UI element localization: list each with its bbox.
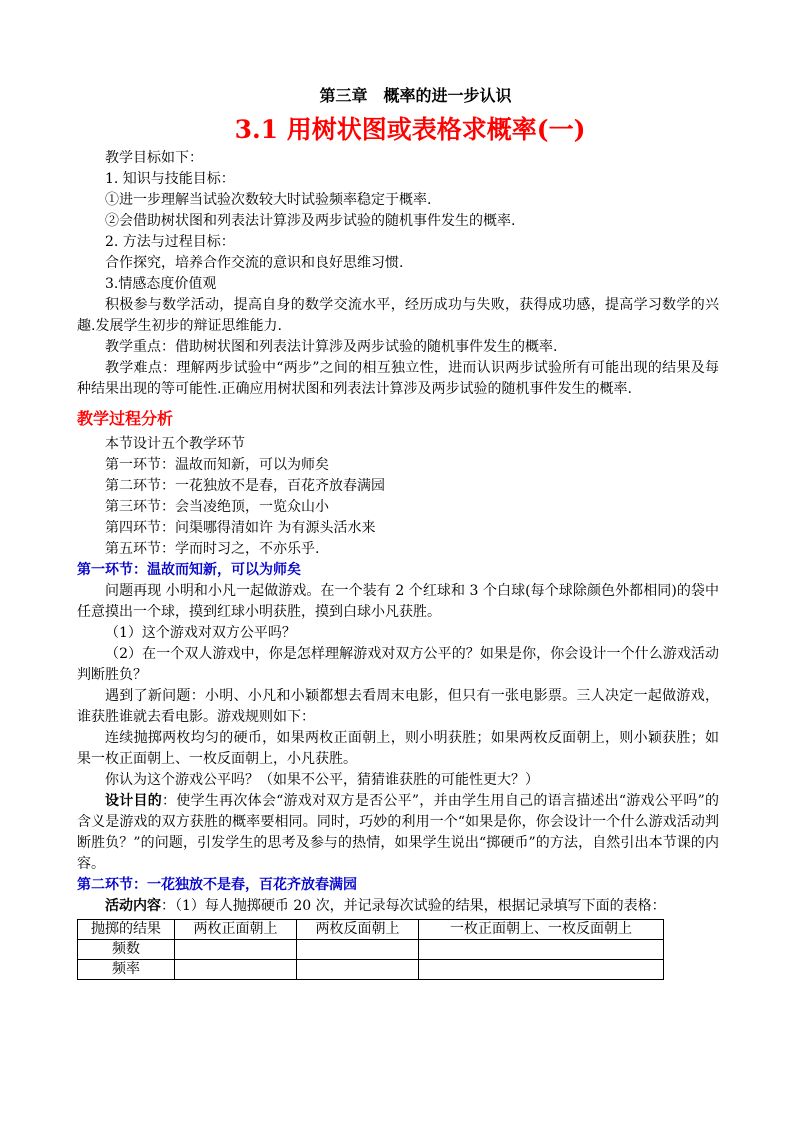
process-step: 第二环节：一花独放不是春，百花齐放春满园 [105, 478, 385, 494]
objective-emotion-heading: 3.情感态度价值观 [105, 276, 217, 292]
table-header-cell: 一枚正面朝上、一枚反面朝上 [419, 920, 664, 940]
process-step: 第一环节：温故而知新，可以为师矣 [105, 457, 329, 473]
objective-method-body: 合作探究，培养合作交流的意识和良好思维习惯. [105, 255, 404, 271]
objective-knowledge-a: ①进一步理解当试验次数较大时试验频率稳定于概率. [105, 192, 432, 208]
section1-rules: 连续抛掷两枚均匀的硬币，如果两枚正面朝上，则小明获胜；如果两枚反面朝上，则小颖获胜；如果一枚正面朝上、一枚反面朝上，小凡获胜。 [77, 730, 719, 767]
section1-question-2: （2）在一个双人游戏中，你是怎样理解游戏对双方公平的？如果是你，你会设计一个什么游戏活动判断胜负？ [77, 646, 719, 683]
table-header-row [78, 920, 664, 940]
objective-knowledge-heading: 1. 知识与技能目标： [105, 171, 235, 187]
section1-fairness-question: 你认为这个游戏公平吗？（如果不公平，猜猜谁获胜的可能性更大？） [105, 772, 539, 788]
section1-design-purpose [77, 791, 719, 875]
table-cell[interactable] [175, 940, 297, 960]
objective-knowledge-b: ②会借助树状图和列表法计算涉及两步试验的随机事件发生的概率. [105, 213, 516, 229]
key-point: 教学重点：借助树状图和列表法计算涉及两步试验的随机事件发生的概率. [105, 339, 558, 355]
process-heading: 教学过程分析 [77, 409, 174, 428]
process-section [77, 434, 719, 560]
table-row [78, 940, 664, 960]
difficulty: 教学难点：理解两步试验中“两步”之间的相互独立性，进而认识两步试验所有可能出现的结果及每种结果出现的等可能性.正确应用树状图和列表法计算涉及两步试验的随机事件发生的概率. [77, 360, 719, 397]
section2-body [77, 896, 719, 980]
chapter-title: 第三章 概率的进一步认识 [319, 86, 512, 105]
table-cell[interactable] [419, 940, 664, 960]
objectives-section [77, 148, 719, 400]
objective-emotion-body: 积极参与数学活动，提高自身的数学交流水平，经历成功与失败，获得成功感，提高学习数学的兴趣.发展学生初步的辩证思维能力. [77, 297, 719, 334]
table-row [78, 960, 664, 980]
table-header-cell: 两枚正面朝上 [175, 920, 297, 940]
design-purpose-text: ：使学生再次体会“游戏对双方是否公平”，并由学生用自己的语言描述出“游戏公平吗”的含义是游戏的双方获胜的概率要相同。同时，巧妙的利用一个“如果是你，你会设计一个什么游戏活动判断胜负？”的问题，引发学生的思考及参与的热情，如果学生说出“掷硬币”的方法，自然引出本节课的内容。 [77, 793, 720, 872]
process-step: 第五环节：学而时习之，不亦乐乎. [105, 541, 320, 557]
section1-new-problem: 遇到了新问题：小明、小凡和小颖都想去看周末电影，但只有一张电影票。三人决定一起做游戏，谁获胜谁就去看电影。游戏规则如下： [77, 688, 719, 725]
table-row-label: 频数 [78, 940, 175, 960]
section2-activity [77, 896, 719, 917]
process-intro: 本节设计五个教学环节 [105, 436, 245, 452]
table-cell[interactable] [419, 960, 664, 980]
section1-problem: 问题再现 小明和小凡一起做游戏。在一个装有 2 个红球和 3 个白球(每个球除颜色外都相同)的袋中任意摸出一个球，摸到红球小明获胜，摸到白球小凡获胜。 [77, 583, 719, 620]
activity-label: 活动内容 [105, 898, 161, 914]
table-cell[interactable] [297, 960, 419, 980]
section2-heading: 第二环节：一花独放不是春，百花齐放春满园 [77, 877, 357, 893]
process-step: 第四环节：问渠哪得清如许 为有源头活水来 [105, 520, 376, 536]
section1-question-1: （1）这个游戏对双方公平吗？ [105, 625, 296, 641]
table-cell[interactable] [297, 940, 419, 960]
table-cell[interactable] [175, 960, 297, 980]
lesson-title: 3.1 用树状图或表格求概率(一) [234, 115, 586, 144]
design-purpose-label: 设计目的 [105, 793, 163, 809]
objectives-intro: 教学目标如下： [105, 150, 203, 166]
process-step: 第三环节：会当凌绝顶，一览众山小 [105, 499, 329, 515]
activity-text: ：（1）每人抛掷硬币 20 次，并记录每次试验的结果，根据记录填写下面的表格： [161, 898, 666, 914]
objective-method-heading: 2. 方法与过程目标： [105, 234, 235, 250]
section1-body [77, 581, 719, 875]
table-header-cell: 抛掷的结果 [78, 920, 175, 940]
section1-heading: 第一环节：温故而知新，可以为师矣 [77, 562, 301, 578]
table-row-label: 频率 [78, 960, 175, 980]
record-table [77, 919, 664, 980]
document-page [77, 84, 719, 980]
table-header-cell: 两枚反面朝上 [297, 920, 419, 940]
